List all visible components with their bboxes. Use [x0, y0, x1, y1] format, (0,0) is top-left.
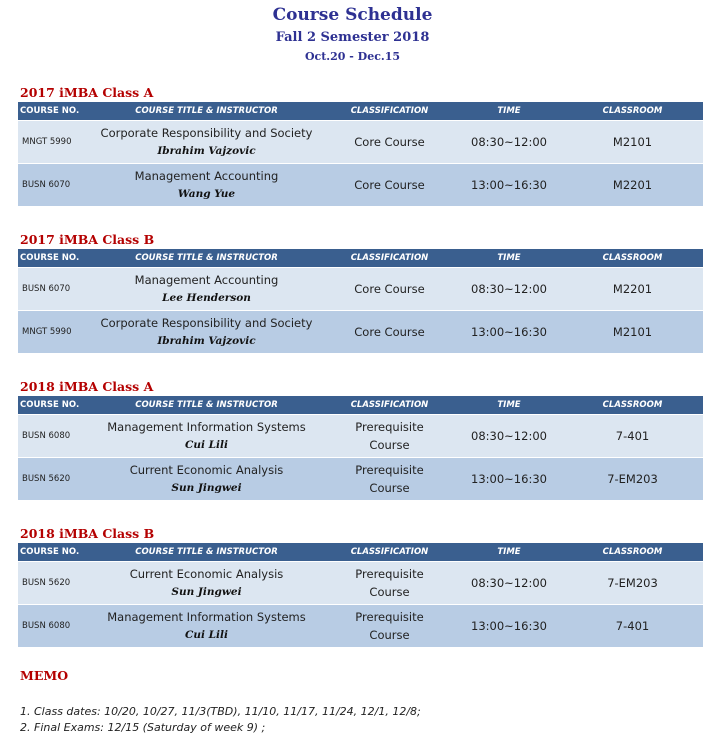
table-row [18, 268, 703, 311]
classification: Core Course [323, 121, 456, 164]
classification-cell [323, 458, 456, 501]
time: 13:00~16:30 [456, 605, 562, 648]
column-header-classification: CLASSIFICATION [323, 543, 456, 562]
classification-cell [323, 562, 456, 605]
column-header-classification: CLASSIFICATION [323, 102, 456, 121]
column-header-course-title: COURSE TITLE & INSTRUCTOR [90, 102, 323, 121]
semester-dates: Oct.20 - Dec.15 [304, 50, 401, 63]
schedule-table [18, 249, 703, 353]
column-header-course-no: COURSE NO. [18, 543, 90, 562]
classification-line-1: Prerequisite [355, 567, 424, 581]
time: 13:00~16:30 [456, 164, 562, 207]
section-title: 2017 iMBA Class B [20, 232, 155, 247]
classification-line-2: Course [369, 481, 410, 495]
classroom: M2201 [562, 268, 703, 311]
classroom: M2101 [562, 121, 703, 164]
course-title: Corporate Responsibility and Society [100, 316, 313, 330]
table-header-row [18, 543, 703, 562]
classification-cell [323, 605, 456, 648]
course-no: MNGT 5990 [18, 311, 90, 354]
column-header-course-title: COURSE TITLE & INSTRUCTOR [90, 396, 323, 415]
course-cell [90, 268, 323, 311]
course-cell [90, 415, 323, 458]
section-title: 2018 iMBA Class B [20, 526, 155, 541]
column-header-course-title: COURSE TITLE & INSTRUCTOR [90, 543, 323, 562]
classification: Core Course [323, 164, 456, 207]
instructor-name: Cui Lili [185, 439, 228, 451]
course-title: Current Economic Analysis [129, 463, 284, 477]
instructor-name: Cui Lili [185, 629, 228, 641]
course-no: BUSN 6070 [18, 268, 90, 311]
instructor-name: Wang Yue [177, 188, 236, 200]
classification-line-2: Course [369, 585, 410, 599]
column-header-course-no: COURSE NO. [18, 396, 90, 415]
page-title: Course Schedule [272, 5, 433, 25]
schedule-table [18, 102, 703, 206]
classification-line-2: Course [369, 438, 410, 452]
instructor-name: Lee Henderson [162, 292, 251, 304]
time: 08:30~12:00 [456, 415, 562, 458]
semester-subtitle: Fall 2 Semester 2018 [275, 30, 430, 45]
section-2018-class-a [18, 378, 703, 500]
course-cell [90, 121, 323, 164]
section-2017-class-a [18, 84, 703, 206]
course-no: BUSN 6070 [18, 164, 90, 207]
table-row [18, 605, 703, 648]
course-title: Management Accounting [134, 273, 279, 287]
instructor-name: Sun Jingwei [171, 482, 242, 494]
table-header-row [18, 249, 703, 268]
section-2018-class-b [18, 525, 703, 647]
course-cell [90, 458, 323, 501]
course-title: Management Accounting [134, 169, 279, 183]
table-row [18, 121, 703, 164]
column-header-classification: CLASSIFICATION [323, 249, 456, 268]
classification: Core Course [323, 311, 456, 354]
column-header-time: TIME [456, 543, 562, 562]
table-header-row [18, 102, 703, 121]
column-header-classroom: CLASSROOM [562, 249, 703, 268]
course-title: Corporate Responsibility and Society [100, 126, 313, 140]
table-header-row [18, 396, 703, 415]
time: 08:30~12:00 [456, 268, 562, 311]
classification-line-1: Prerequisite [355, 610, 424, 624]
course-title: Current Economic Analysis [129, 567, 284, 581]
classroom: M2201 [562, 164, 703, 207]
course-no: BUSN 5620 [18, 458, 90, 501]
memo-title: MEMO [20, 668, 69, 683]
time: 08:30~12:00 [456, 121, 562, 164]
classroom: 7-EM203 [562, 562, 703, 605]
schedule-table [18, 396, 703, 500]
column-header-time: TIME [456, 102, 562, 121]
course-cell [90, 164, 323, 207]
memo-line: 2. Final Exams: 12/15 (Saturday of week 9) ; [20, 721, 266, 734]
classroom: 7-401 [562, 415, 703, 458]
memo-line: 1. Class dates: 10/20, 10/27, 11/3(TBD), 11/10, 11/17, 11/24, 12/1, 12/8; [20, 705, 421, 718]
classroom: 7-EM203 [562, 458, 703, 501]
classroom: M2101 [562, 311, 703, 354]
instructor-name: Ibrahim Vajzovic [157, 335, 256, 347]
time: 13:00~16:30 [456, 458, 562, 501]
column-header-time: TIME [456, 396, 562, 415]
time: 08:30~12:00 [456, 562, 562, 605]
instructor-name: Ibrahim Vajzovic [157, 145, 256, 157]
classification-line-2: Course [369, 628, 410, 642]
course-no: MNGT 5990 [18, 121, 90, 164]
course-title: Management Information Systems [107, 610, 306, 624]
column-header-classroom: CLASSROOM [562, 396, 703, 415]
column-header-classroom: CLASSROOM [562, 543, 703, 562]
instructor-name: Sun Jingwei [171, 586, 242, 598]
classification-line-1: Prerequisite [355, 463, 424, 477]
course-title: Management Information Systems [107, 420, 306, 434]
section-title: 2017 iMBA Class A [20, 85, 154, 100]
column-header-classification: CLASSIFICATION [323, 396, 456, 415]
table-row [18, 562, 703, 605]
section-title: 2018 iMBA Class A [20, 379, 154, 394]
table-row [18, 164, 703, 207]
table-row [18, 458, 703, 501]
classification-cell [323, 415, 456, 458]
classification-line-1: Prerequisite [355, 420, 424, 434]
course-cell [90, 605, 323, 648]
classification: Core Course [323, 268, 456, 311]
table-row [18, 415, 703, 458]
classroom: 7-401 [562, 605, 703, 648]
course-no: BUSN 6080 [18, 605, 90, 648]
column-header-classroom: CLASSROOM [562, 102, 703, 121]
schedule-table [18, 543, 703, 647]
column-header-course-title: COURSE TITLE & INSTRUCTOR [90, 249, 323, 268]
column-header-time: TIME [456, 249, 562, 268]
section-2017-class-b [18, 231, 703, 353]
column-header-course-no: COURSE NO. [18, 249, 90, 268]
course-no: BUSN 6080 [18, 415, 90, 458]
time: 13:00~16:30 [456, 311, 562, 354]
course-cell [90, 311, 323, 354]
column-header-course-no: COURSE NO. [18, 102, 90, 121]
table-row [18, 311, 703, 354]
course-cell [90, 562, 323, 605]
course-no: BUSN 5620 [18, 562, 90, 605]
